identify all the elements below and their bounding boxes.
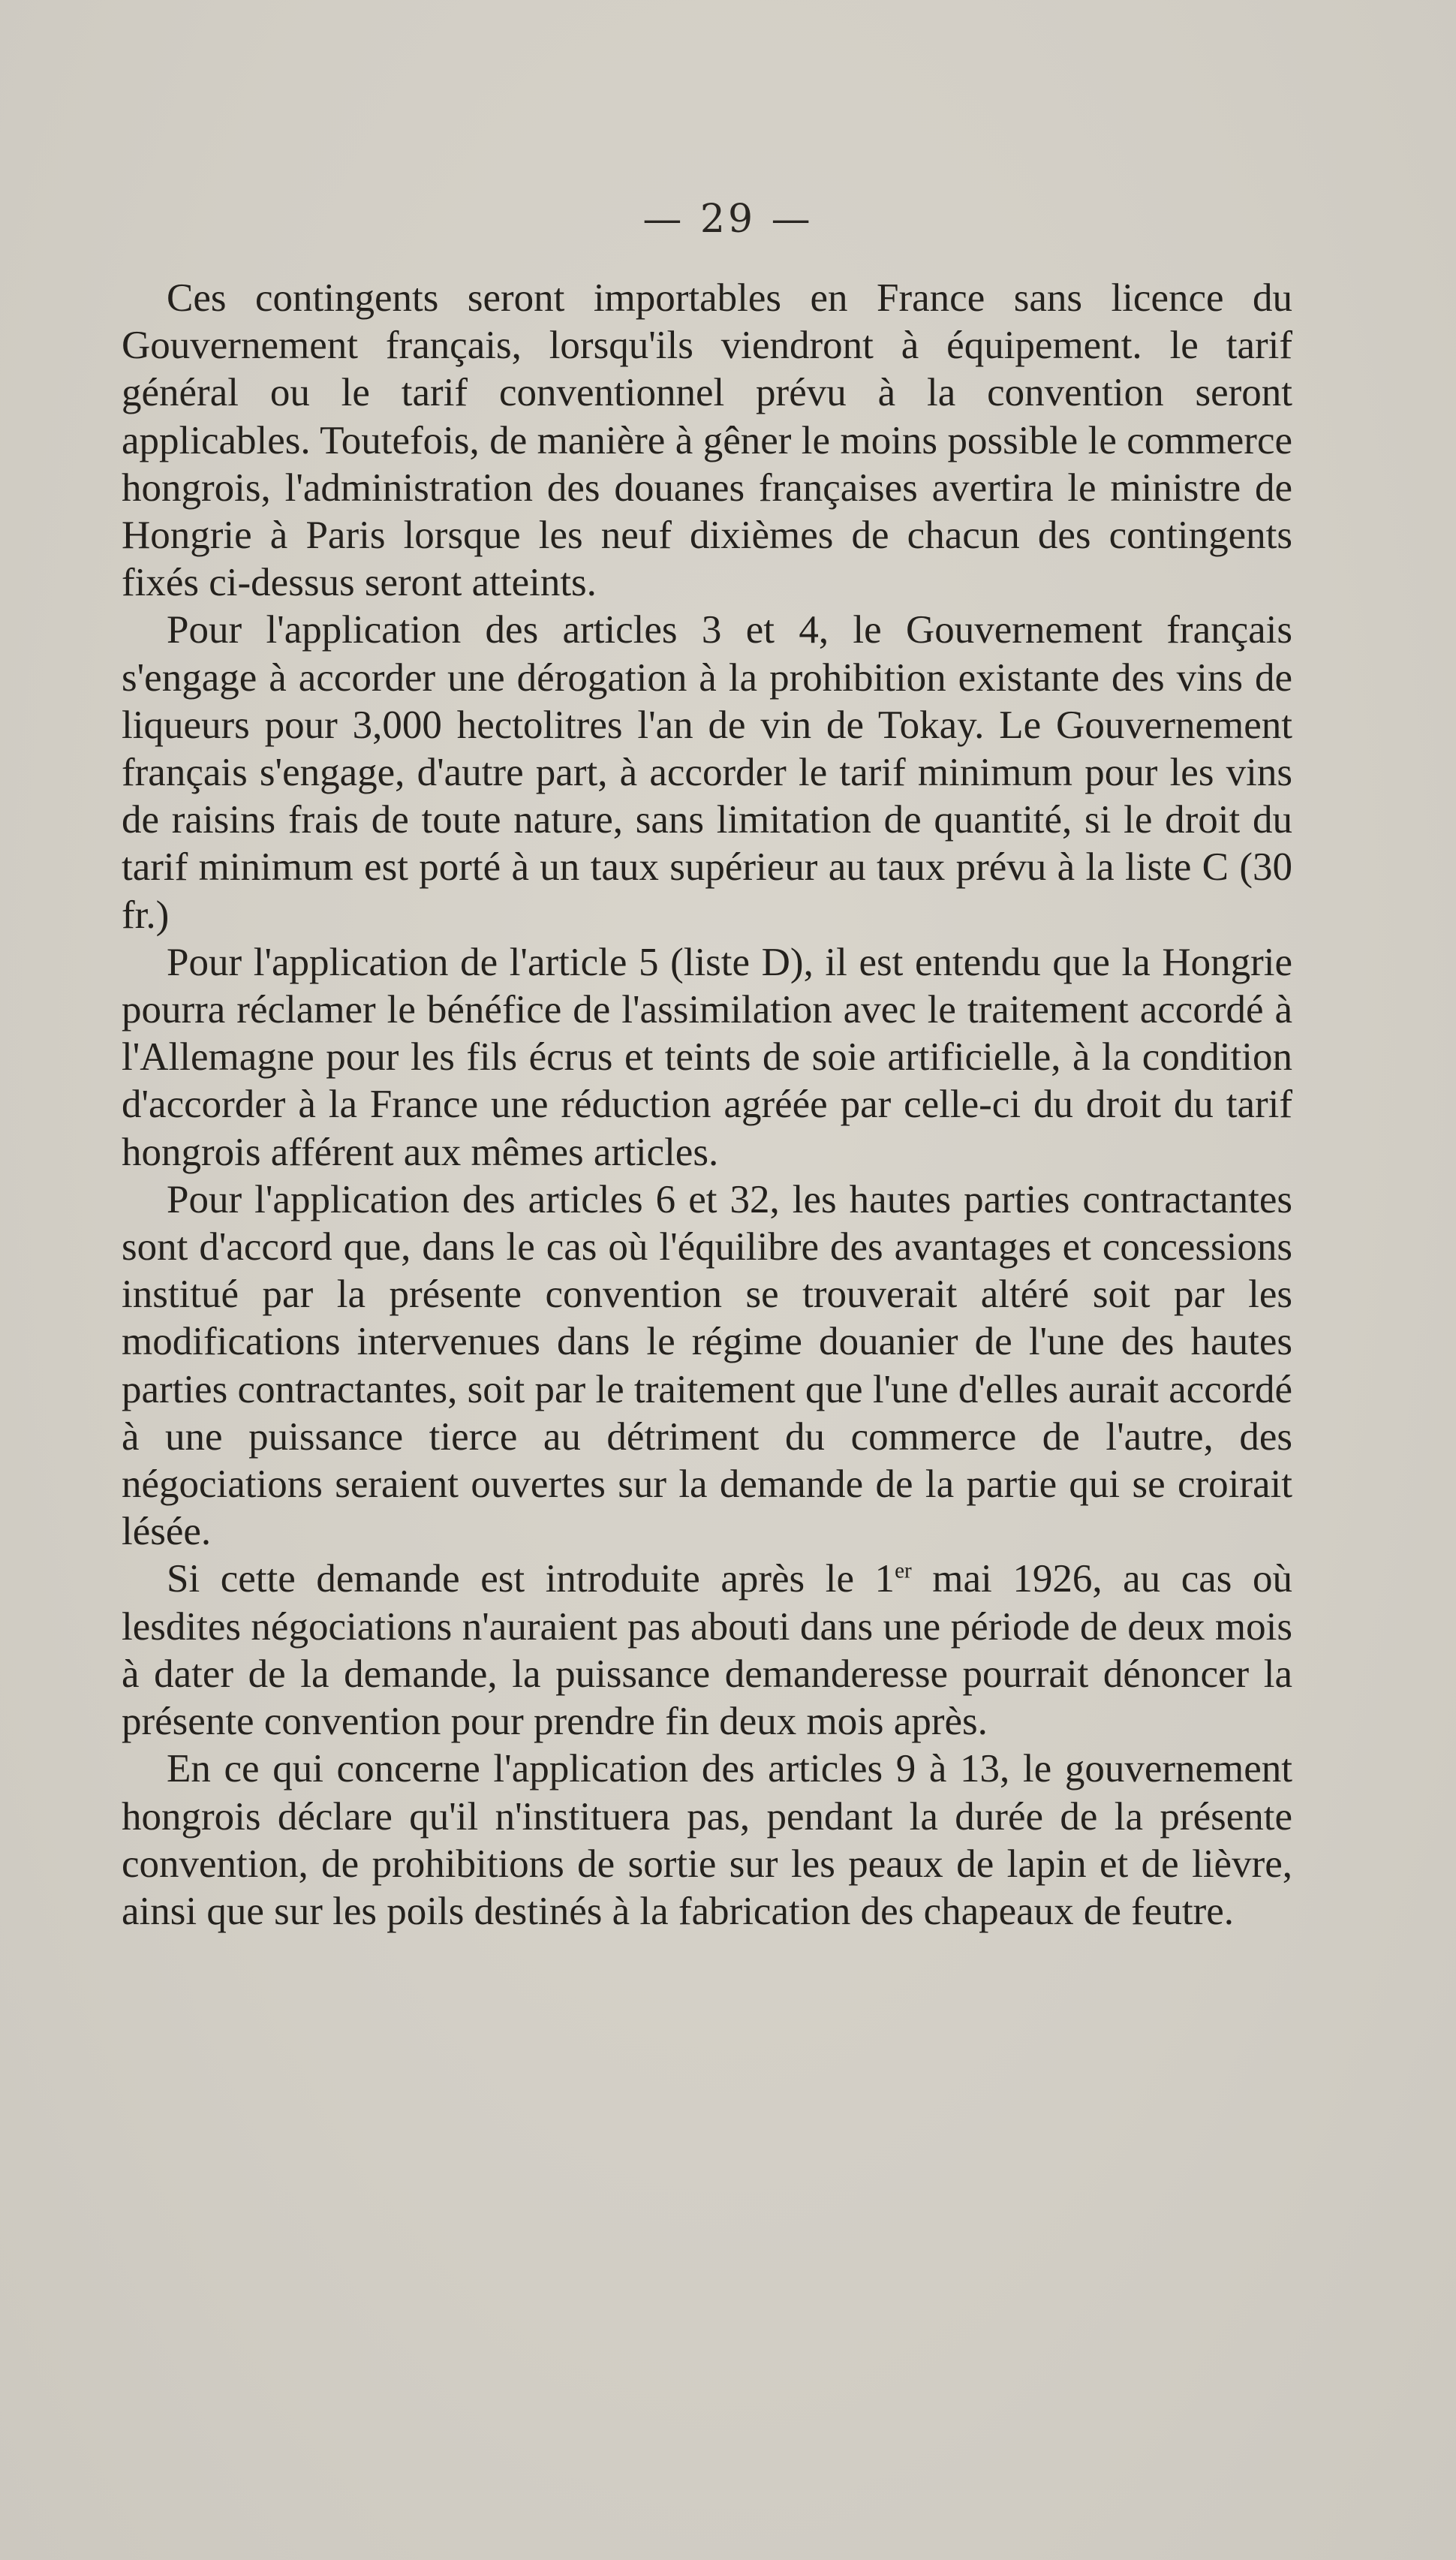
paragraph (122, 1556, 1292, 1745)
page-number: — 29 — (642, 197, 814, 242)
body-text (122, 275, 1292, 1935)
paragraph: Pour l'application des articles 3 et 4, le Gouvernement français s'engage à accorder une dérogation à la prohibition existante des vins de liqueurs pour 3,000 hectolitres l'an de vin de Tokay. Le Gouvernement français s'engage, d'autre part, à accorder le tarif minimum pour les vins de raisins frais de toute nature, sans limitation de quantité, si le droit du tarif minimum est porté à un taux supérieur au taux prévu à la liste C (30 fr.) (122, 608, 1292, 937)
paragraph: Pour l'application des articles 6 et 32, les hautes parties contractantes sont d'accord que, dans le cas où l'équilibre des avantages et concessions institué par la présente convention se trouverait altéré soit par les modifications intervenues dans le régime douanier de l'une des hautes parties contractantes, soit par le traitement que l'une d'elles aurait accordé à une puissance tierce au détriment du commerce de l'autre, des négociations seraient ouvertes sur la demande de la partie qui se croirait lésée. (122, 1177, 1292, 1554)
paragraph: Ces contingents seront importables en France sans licence du Gouvernement français, lorsqu'ils viendront à équipement. le tarif général ou le tarif conventionnel prévu à la convention seront applicables. Toutefois, de manière à gêner le moins possible le commerce hongrois, l'administration des douanes françaises avertira le ministre de Hongrie à Paris lorsque les neuf dixièmes de chacun des contingents fixés ci-dessus seront atteints. (122, 276, 1292, 605)
ordinal-superscript: er (895, 1559, 912, 1583)
paragraph-text-end: mai 1926, au cas où lesdites négociations n'auraient pas abouti dans une période de deux mois à dater de la demande, la puissance demanderesse pourrait dénoncer la présente convention pour prendre fin deux mois après. (122, 1557, 1292, 1744)
paragraph-text-start: Si cette demande est introduite après le 1 (167, 1557, 895, 1601)
paragraph: Pour l'application de l'article 5 (liste D), il est entendu que la Hongrie pourra réclamer le bénéfice de l'assimilation avec le traitement accordé à l'Allemagne pour les fils écrus et teints de soie artificielle, à la condition d'accorder à la France une réduction agréée par celle-ci du droit du tarif hongrois afférent aux mêmes articles. (122, 940, 1292, 1174)
paragraph: En ce qui concerne l'application des articles 9 à 13, le gouvernement hongrois déclare qu'il n'instituera pas, pendant la durée de la présente convention, de prohibitions de sortie sur les peaux de lapin et de lièvre, ainsi que sur les poils destinés à la fabrication des chapeaux de feutre. (122, 1747, 1292, 1933)
